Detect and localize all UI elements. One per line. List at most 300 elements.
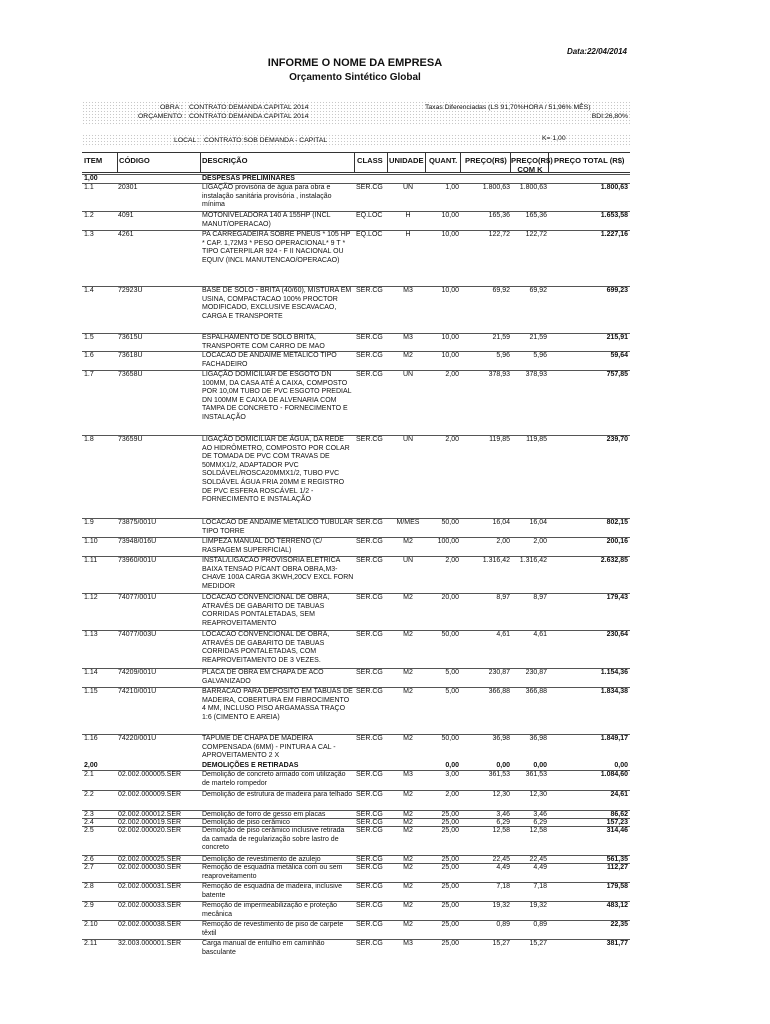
preco-k-cell: 15,27 <box>529 940 547 947</box>
preco-cell: 19,32 <box>492 902 510 909</box>
item-cell: 1.13 <box>84 631 98 638</box>
unidade-cell: M2 <box>403 631 413 638</box>
table-row <box>82 519 630 537</box>
preco-total-cell: 2.632,85 <box>600 557 628 564</box>
descricao-cell: DEMOLIÇÕES E RETIRADAS <box>202 762 299 769</box>
descricao-cell: Carga manual de entulho em caminhão basculante <box>202 940 325 956</box>
unidade-cell: M2 <box>403 538 413 545</box>
preco-total-cell: 1.800,63 <box>600 184 628 191</box>
codigo-cell: 74209/001U <box>118 669 157 676</box>
unidade-cell: M2 <box>403 688 413 695</box>
class-cell: SER.CG <box>356 883 383 890</box>
row-divider <box>82 734 630 735</box>
class-cell: SER.CG <box>356 669 383 676</box>
descricao-cell: LOCACAO DE ANDAIME METALICO TUBULAR TIPO TORRE <box>202 519 354 535</box>
table-row <box>82 631 630 667</box>
row-divider <box>82 174 630 175</box>
preco-total-cell: 200,16 <box>606 538 628 545</box>
preco-total-cell: 230,64 <box>606 631 628 638</box>
codigo-cell: 74077/001U <box>118 594 157 601</box>
taxas-text: Taxas Diferenciadas (LS 91,70%HORA / 51,96% MÊS) <box>425 104 591 111</box>
class-cell: EQ.LOC <box>356 212 383 219</box>
table-row <box>82 864 630 882</box>
preco-cell: 165,36 <box>488 212 510 219</box>
item-cell: 1.8 <box>84 436 94 443</box>
local-label: LOCAL : <box>174 137 200 144</box>
row-divider <box>82 593 630 594</box>
codigo-cell: 73960/001U <box>118 557 157 564</box>
preco-total-cell: 802,15 <box>606 519 628 526</box>
item-cell: 1,00 <box>84 175 98 182</box>
unidade-cell: M2 <box>403 921 413 928</box>
item-cell: 1.10 <box>84 538 98 545</box>
col-header-class: CLASS <box>357 156 383 165</box>
preco-cell: 12,58 <box>492 827 510 834</box>
table-row <box>82 883 630 901</box>
preco-k-cell: 361,53 <box>525 771 547 778</box>
preco-k-cell: 1.316,42 <box>519 557 547 564</box>
row-divider <box>82 230 630 231</box>
preco-total-cell: 757,85 <box>606 371 628 378</box>
descricao-cell: TAPUME DE CHAPA DE MADEIRA COMPENSADA (6MM) - PINTURA A CAL - APROVEITAMENTO 2 X <box>202 735 336 760</box>
class-cell: SER.CG <box>356 557 383 564</box>
preco-k-cell: 36,98 <box>529 735 547 742</box>
unidade-cell: M2 <box>403 735 413 742</box>
preco-cell: 0,00 <box>496 762 510 769</box>
item-cell: 2.4 <box>84 819 94 826</box>
table-row <box>82 902 630 920</box>
codigo-cell: 4261 <box>118 231 134 238</box>
quant-cell: 25,00 <box>441 864 459 871</box>
item-cell: 2.8 <box>84 883 94 890</box>
preco-k-cell: 7,18 <box>533 883 547 890</box>
preco-k-cell: 12,30 <box>529 791 547 798</box>
preco-k-cell: 4,61 <box>533 631 547 638</box>
item-cell: 1.7 <box>84 371 94 378</box>
descricao-cell: DESPESAS PRELIMINARES <box>202 175 295 182</box>
quant-cell: 10,00 <box>441 287 459 294</box>
class-cell: SER.CG <box>356 902 383 909</box>
row-divider <box>82 518 630 519</box>
preco-k-cell: 366,88 <box>525 688 547 695</box>
row-divider <box>82 333 630 334</box>
row-divider <box>82 687 630 688</box>
class-cell: SER.CG <box>356 791 383 798</box>
item-cell: 2.2 <box>84 791 94 798</box>
preco-cell: 36,98 <box>492 735 510 742</box>
preco-k-cell: 3,46 <box>533 811 547 818</box>
preco-total-cell: 314,46 <box>606 827 628 834</box>
company-title: INFORME O NOME DA EMPRESA <box>267 57 443 69</box>
descricao-cell: Demolição de revestimento de azulejo <box>202 856 321 863</box>
row-divider <box>82 855 630 856</box>
descricao-cell: MOTONIVELADORA 140 A 155HP (INCL MANUT/OPERACAO) <box>202 212 331 228</box>
class-cell: SER.CG <box>356 811 383 818</box>
codigo-cell: 73659U <box>118 436 143 443</box>
table-row <box>82 827 630 854</box>
row-divider <box>82 826 630 827</box>
info-box <box>82 101 630 125</box>
col-header-preco: PREÇO(R$) <box>465 156 507 165</box>
quant-cell: 25,00 <box>441 921 459 928</box>
codigo-cell: 73875/001U <box>118 519 157 526</box>
row-divider <box>82 668 630 669</box>
unidade-cell: M2 <box>403 902 413 909</box>
class-cell: SER.CG <box>356 940 383 947</box>
descricao-cell: BARRACAO PARA DEPOSITO EM TABUAS DE MADEIRA, COBERTURA EM FIBROCIMENTO 4 MM, INCLUSO PISO ARGAMASSA TRAÇO 1:6 (CIMENTO E AREIA) <box>202 688 353 721</box>
preco-cell: 7,18 <box>496 883 510 890</box>
preco-total-cell: 215,91 <box>606 334 628 341</box>
orcamento-value: CONTRATO DEMANDA CAPITAL 2014 <box>189 113 309 120</box>
row-divider <box>82 211 630 212</box>
unidade-cell: M2 <box>403 791 413 798</box>
table-row <box>82 594 630 630</box>
item-cell: 1.12 <box>84 594 98 601</box>
preco-k-cell: 6,29 <box>533 819 547 826</box>
descricao-cell: Remoção de revestimento de piso de carpete têxtil <box>202 921 344 937</box>
row-divider <box>82 863 630 864</box>
preco-k-cell: 16,04 <box>529 519 547 526</box>
preco-k-cell: 2,00 <box>533 538 547 545</box>
codigo-cell: 02.002.000025.SER <box>118 856 182 863</box>
row-divider <box>82 630 630 631</box>
preco-cell: 1.316,42 <box>482 557 510 564</box>
quant-cell: 2,00 <box>445 436 459 443</box>
descricao-cell: LOCACAO DE ANDAIME METALICO TIPO FACHADEIRO <box>202 352 337 368</box>
class-cell: SER.CG <box>356 538 383 545</box>
item-cell: 1.4 <box>84 287 94 294</box>
unidade-cell: UN <box>402 184 414 191</box>
class-cell: SER.CG <box>356 921 383 928</box>
preco-total-cell: 381,77 <box>606 940 628 947</box>
item-cell: 1.1 <box>84 184 94 191</box>
table-row <box>82 940 630 958</box>
table-row <box>82 352 630 370</box>
preco-k-cell: 0,00 <box>533 762 547 769</box>
item-cell: 2.10 <box>84 921 98 928</box>
preco-k-cell: 5,96 <box>533 352 547 359</box>
item-cell: 2.6 <box>84 856 94 863</box>
preco-k-cell: 0,89 <box>533 921 547 928</box>
preco-k-cell: 378,93 <box>525 371 547 378</box>
codigo-cell: 4091 <box>118 212 134 219</box>
item-cell: 2.1 <box>84 771 94 778</box>
quant-cell: 25,00 <box>441 827 459 834</box>
class-cell: SER.CG <box>356 819 383 826</box>
unidade-cell: M3 <box>403 771 413 778</box>
preco-cell: 16,04 <box>492 519 510 526</box>
table-row <box>82 557 630 593</box>
preco-total-cell: 483,12 <box>606 902 628 909</box>
preco-total-cell: 24,61 <box>610 791 628 798</box>
row-divider <box>82 370 630 371</box>
row-divider <box>82 920 630 921</box>
descricao-cell: LIGAÇÃO DOMICILIAR DE ESGOTO DN 100MM, DA CASA ATÉ A CAIXA, COMPOSTO POR 10,0M TUBO DE PVC ESGOTO PREDIAL DN 100MM E CAIXA DE ALVENARIA COM TAMPA DE CONCRETO - FORNECIMENTO E INSTALAÇÃO <box>202 371 352 421</box>
unidade-cell: M2 <box>403 811 413 818</box>
preco-k-cell: 69,92 <box>529 287 547 294</box>
unidade-cell: UN <box>402 557 414 564</box>
item-cell: 2.5 <box>84 827 94 834</box>
preco-cell: 2,00 <box>496 538 510 545</box>
codigo-cell: 02.002.000030.SER <box>118 864 182 871</box>
unidade-cell: M2 <box>403 827 413 834</box>
descricao-cell: Remoção de esquadria metálica com ou sem reaproveitamento <box>202 864 343 880</box>
item-cell: 1.6 <box>84 352 94 359</box>
preco-total-cell: 561,35 <box>606 856 628 863</box>
class-cell: SER.CG <box>356 864 383 871</box>
table-row <box>82 334 630 352</box>
unidade-cell: M/MES <box>396 519 420 526</box>
codigo-cell: 02.002.000019.SER <box>118 819 182 826</box>
codigo-cell: 73948/016U <box>118 538 157 545</box>
table-row <box>82 735 630 761</box>
preco-total-cell: 59,64 <box>610 352 628 359</box>
unidade-cell: UN <box>402 371 414 378</box>
preco-total-cell: 1.227,16 <box>600 231 628 238</box>
preco-cell: 21,59 <box>492 334 510 341</box>
quant-cell: 100,00 <box>437 538 459 545</box>
preco-cell: 6,29 <box>496 819 510 826</box>
preco-cell: 378,93 <box>488 371 510 378</box>
col-header-quant: QUANT. <box>429 156 458 165</box>
preco-cell: 4,49 <box>496 864 510 871</box>
row-divider <box>82 351 630 352</box>
preco-total-cell: 1.084,60 <box>600 771 628 778</box>
preco-k-cell: 8,97 <box>533 594 547 601</box>
quant-cell: 25,00 <box>441 883 459 890</box>
preco-cell: 119,85 <box>489 436 510 443</box>
table-row <box>82 231 630 285</box>
item-cell: 1.3 <box>84 231 94 238</box>
table-row <box>82 688 630 733</box>
quant-cell: 25,00 <box>441 811 459 818</box>
preco-total-cell: 1.653,58 <box>600 212 628 219</box>
codigo-cell: 02.002.000005.SER <box>118 771 182 778</box>
date-label: Data:22/04/2014 <box>566 47 627 56</box>
row-divider <box>82 556 630 557</box>
quant-cell: 2,00 <box>445 557 459 564</box>
quant-cell: 20,00 <box>441 594 459 601</box>
preco-total-cell: 0,00 <box>614 762 628 769</box>
preco-total-cell: 1.849,17 <box>600 735 628 742</box>
class-cell: SER.CG <box>356 184 383 191</box>
col-divider <box>117 152 118 172</box>
preco-cell: 12,30 <box>492 791 510 798</box>
codigo-cell: 73618U <box>118 352 143 359</box>
preco-k-cell: 165,36 <box>525 212 547 219</box>
preco-total-cell: 1.834,38 <box>600 688 628 695</box>
descricao-cell: LOCACAO CONVENCIONAL DE OBRA, ATRAVÉS DE GABARITO DE TABUAS CORRIDAS PONTALETADAS, COM REAPROVEITAMENTO DE 3 VEZES. <box>202 631 330 664</box>
item-cell: 1.14 <box>84 669 98 676</box>
preco-total-cell: 179,43 <box>606 594 628 601</box>
class-cell: SER.CG <box>356 287 383 294</box>
quant-cell: 5,00 <box>445 688 459 695</box>
quant-cell: 25,00 <box>441 819 459 826</box>
descricao-cell: ESPALHAMENTO DE SOLO BRITA, TRANSPORTE COM CARRO DE MAO <box>202 334 325 350</box>
bdi-text: BDI:26,80% <box>591 113 628 120</box>
descricao-cell: LIGAÇÃO DOMICILIAR DE ÁGUA, DA REDE AO HIDRÔMETRO, COMPOSTO POR COLAR DE TOMADA DE PVC COM TRAVAS DE 50MMX1/2, ADAPTADOR PVC SOLDÁVEL/ROSCA20MMX1/2, TUBO PVC SOLDÁVEL ÁGUA FRIA 20MM E REGISTRO DE PVC ESFERA ROSCÁVEL 1/2 - FORNECIMENTO E INSTALAÇÃO <box>202 436 350 504</box>
quant-cell: 25,00 <box>441 856 459 863</box>
obra-value: CONTRATO DEMANDA CAPITAL 2014 <box>189 104 309 111</box>
row-divider <box>82 790 630 791</box>
unidade-cell: M2 <box>403 883 413 890</box>
quant-cell: 50,00 <box>441 735 459 742</box>
descricao-cell: Demolição de piso cerâmico <box>202 819 290 826</box>
quant-cell: 1,00 <box>445 184 459 191</box>
class-cell: SER.CG <box>356 371 383 378</box>
descricao-cell: LOCACAO CONVENCIONAL DE OBRA, ATRAVÉS DE GABARITO DE TABUAS CORRIDAS PONTALETADAS, SEM REAPROVEITAMENTO <box>202 594 330 627</box>
quant-cell: 50,00 <box>441 519 459 526</box>
table-row <box>82 921 630 939</box>
preco-cell: 366,88 <box>488 688 510 695</box>
unidade-cell: M2 <box>403 864 413 871</box>
class-cell: SER.CG <box>356 352 383 359</box>
codigo-cell: 32.003.000001.SER <box>118 940 182 947</box>
quant-cell: 3,00 <box>445 771 459 778</box>
table-row <box>82 669 630 687</box>
k-factor: K= 1,00 <box>542 135 566 142</box>
descricao-cell: BASE DE SOLO - BRITA (40/60), MISTURA EM USINA, COMPACTACAO 100% PROCTOR MODIFICADO, EXCLUSIVE ESCAVACAO, CARGA E TRANSPORTE <box>202 287 352 320</box>
report-subtitle: Orçamento Sintético Global <box>289 72 421 83</box>
class-cell: SER.CG <box>356 594 383 601</box>
descricao-cell: Demolição de estrutura de madeira para telhado <box>202 791 353 798</box>
class-cell: SER.CG <box>356 735 383 742</box>
preco-total-cell: 239,70 <box>606 436 628 443</box>
item-cell: 1.9 <box>84 519 94 526</box>
preco-k-cell: 119,85 <box>526 436 547 443</box>
item-cell: 1.11 <box>84 557 98 564</box>
unidade-cell: M3 <box>403 334 413 341</box>
descricao-cell: LIGAÇÃO provisória de água para obra e instalação sanitária provisória , instalação mínima <box>202 184 332 209</box>
preco-total-cell: 1.154,36 <box>600 669 628 676</box>
preco-cell: 230,87 <box>488 669 510 676</box>
preco-total-cell: 157,23 <box>606 819 628 826</box>
quant-cell: 10,00 <box>441 212 459 219</box>
row-divider <box>82 901 630 902</box>
class-cell: SER.CG <box>356 631 383 638</box>
preco-total-cell: 699,23 <box>606 287 628 294</box>
preco-cell: 361,53 <box>488 771 510 778</box>
col-header-codigo: CÓDIGO <box>119 156 150 165</box>
descricao-cell: Demolição de forro de gesso em placas <box>202 811 326 818</box>
codigo-cell: 02.002.000038.SER <box>118 921 182 928</box>
descricao-cell: PLACA DE OBRA EM CHAPA DE ACO GALVANIZADO <box>202 669 324 685</box>
col-header-descricao: DESCRIÇÃO <box>202 156 248 165</box>
preco-total-cell: 22,35 <box>610 921 628 928</box>
table-row <box>82 371 630 434</box>
codigo-cell: 02.002.000009.SER <box>118 791 182 798</box>
codigo-cell: 02.002.000012.SER <box>118 811 182 818</box>
preco-k-cell: 19,32 <box>529 902 547 909</box>
unidade-cell: UN <box>402 436 414 443</box>
class-cell: SER.CG <box>356 334 383 341</box>
class-cell: SER.CG <box>356 856 383 863</box>
preco-cell: 0,89 <box>496 921 510 928</box>
descricao-cell: Remoção de impermeabilização e proteção mecânica <box>202 902 338 918</box>
item-cell: 2,00 <box>84 762 98 769</box>
descricao-cell: Demolição de piso cerâmico inclusive retirada da camada de regularização sobre lastro de concreto <box>202 827 345 852</box>
table-row <box>82 538 630 556</box>
row-divider <box>82 537 630 538</box>
quant-cell: 25,00 <box>441 940 459 947</box>
preco-cell: 15,27 <box>492 940 510 947</box>
codigo-cell: 02.002.000033.SER <box>118 902 182 909</box>
quant-cell: 10,00 <box>441 334 459 341</box>
row-divider <box>82 435 630 436</box>
col-divider <box>425 152 426 172</box>
unidade-cell: H <box>405 212 411 219</box>
codigo-cell: 74210/001U <box>118 688 157 695</box>
item-cell: 1.16 <box>84 735 98 742</box>
table-row <box>82 771 630 789</box>
codigo-cell: 20301 <box>118 184 138 191</box>
preco-cell: 5,96 <box>496 352 510 359</box>
unidade-cell: M2 <box>403 669 413 676</box>
class-cell: EQ.LOC <box>356 231 383 238</box>
quant-cell: 0,00 <box>445 762 459 769</box>
quant-cell: 2,00 <box>445 791 459 798</box>
class-cell: SER.CG <box>356 771 383 778</box>
row-divider <box>82 818 630 819</box>
quant-cell: 50,00 <box>441 631 459 638</box>
quant-cell: 10,00 <box>441 231 459 238</box>
item-cell: 2.9 <box>84 902 94 909</box>
unidade-cell: H <box>405 231 411 238</box>
quant-cell: 10,00 <box>441 352 459 359</box>
preco-k-cell: 230,87 <box>525 669 547 676</box>
orcamento-label: ORÇAMENTO : <box>138 113 186 120</box>
col-header-item: ITEM <box>84 156 103 165</box>
preco-k-cell: 12,58 <box>529 827 547 834</box>
unidade-cell: M3 <box>403 940 413 947</box>
unidade-cell: M2 <box>403 352 413 359</box>
preco-k-cell: 4,49 <box>533 864 547 871</box>
preco-k-cell: 122,72 <box>525 231 547 238</box>
preco-total-cell: 112,27 <box>606 864 628 871</box>
col-header-preco-k: PREÇO(R$) COM K <box>511 156 553 174</box>
class-cell: SER.CG <box>356 519 383 526</box>
descricao-cell: INSTAL/LIGACAO PROVISORIA ELETRICA BAIXA TENSAO P/CANT OBRA OBRA,M3-CHAVE 100A CARGA 3KWH,20CV EXCL FORN MEDIDOR <box>202 557 354 590</box>
table-row <box>82 791 630 809</box>
descricao-cell: PA CARREGADEIRA SOBRE PNEUS * 105 HP * CAP. 1,72M3 * PESO OPERACIONAL* 9 T * TIPO CATERPILAR 924 - F II NACIONAL OU EQUIV (INCL MANUTENCAO/OPERACAO) <box>202 231 351 264</box>
col-header-preco-total: PREÇO TOTAL (R$) <box>554 156 625 165</box>
quant-cell: 2,00 <box>445 371 459 378</box>
item-cell: 1.2 <box>84 212 94 219</box>
class-cell: SER.CG <box>356 688 383 695</box>
descricao-cell: LIMPEZA MANUAL DO TERRENO (C/ RASPAGEM SUPERFICIAL) <box>202 538 323 554</box>
preco-cell: 1.800,63 <box>482 184 510 191</box>
col-divider <box>460 152 461 172</box>
item-cell: 1.15 <box>84 688 98 695</box>
table-row <box>82 436 630 517</box>
class-cell: SER.CG <box>356 436 383 443</box>
obra-label: OBRA : <box>160 104 183 111</box>
local-box <box>82 134 630 147</box>
preco-k-cell: 1.800,63 <box>519 184 547 191</box>
local-value: CONTRATO SOB DEMANDA - CAPITAL <box>204 137 328 144</box>
unidade-cell: M2 <box>403 856 413 863</box>
quant-cell: 25,00 <box>441 902 459 909</box>
codigo-cell: 74077/003U <box>118 631 157 638</box>
descricao-cell: Demolição de concreto armado com utilização de martelo rompedor <box>202 771 346 787</box>
unidade-cell: M2 <box>403 594 413 601</box>
unidade-cell: M2 <box>403 819 413 826</box>
row-divider <box>82 882 630 883</box>
preco-total-cell: 179,58 <box>606 883 628 890</box>
row-divider <box>82 770 630 771</box>
row-divider <box>82 939 630 940</box>
preco-cell: 122,72 <box>488 231 510 238</box>
